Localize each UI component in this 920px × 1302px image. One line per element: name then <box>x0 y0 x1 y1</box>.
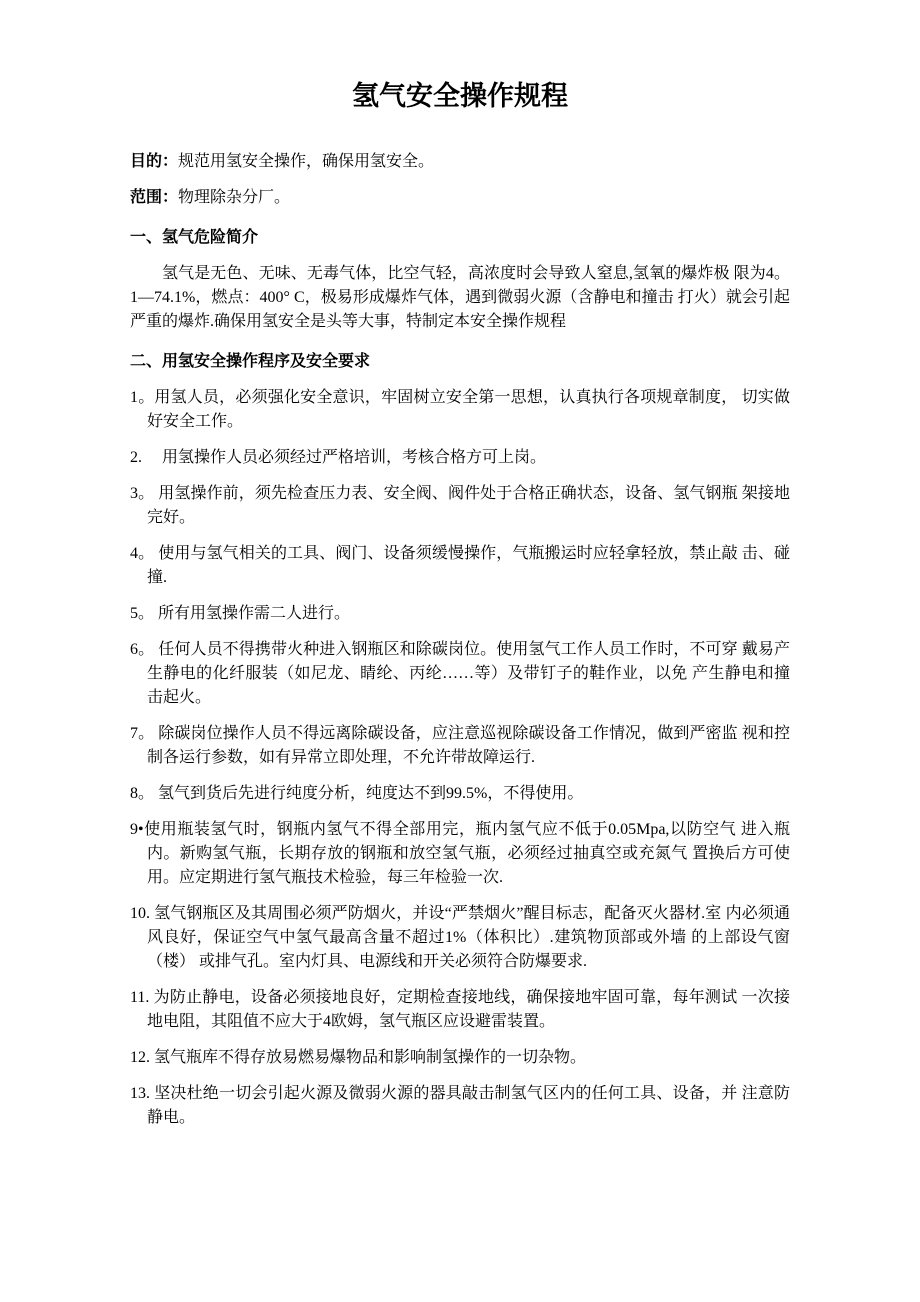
list-item-text: 除碳岗位操作人员不得远离除碳设备，应注意巡视除碳设备工作情况，做到严密监 视和控制各运行参数，如有异常立即处理，不允许带故障运行. <box>147 725 790 766</box>
list-item-text: 所有用氢操作需二人进行。 <box>158 605 351 622</box>
list-item-text: 为防止静电，设备必须接地良好，定期检查接地线，确保接地牢固可靠，每年测试 一次接地电阻，其阻值不应大于4欧姆，氢气瓶区应设避雷装置。 <box>147 989 790 1030</box>
list-item-text: 坚决杜绝一切会引起火源及微弱火源的器具敲击制氢气区内的任何工具、设备，并 注意防静电。 <box>147 1085 790 1126</box>
list-item <box>130 782 790 806</box>
list-item <box>130 542 790 590</box>
list-item <box>130 902 794 974</box>
list-item-marker: 4。 <box>130 545 159 562</box>
list-item <box>130 818 790 890</box>
procedure-list <box>130 386 794 1130</box>
list-item-marker: 5。 <box>130 605 159 622</box>
list-item <box>130 482 790 530</box>
scope-line <box>130 186 790 210</box>
list-item-text: 任何人员不得携带火种进入钢瓶区和除碳岗位。使用氢气工作人员工作时，不可穿 戴易产生静电的化纤服装（如尼龙、睛纶、丙纶……等）及带钉子的鞋作业，以免 产生静电和撞击起火。 <box>147 641 790 706</box>
list-item-text: 氢气瓶库不得存放易燃易爆物品和影响制氢操作的一切杂物。 <box>154 1049 587 1066</box>
purpose-text: 规范用氢安全操作，确保用氢安全。 <box>178 153 435 170</box>
list-item-text: 用氢操作人员必须经过严格培训，考核合格方可上岗。 <box>162 449 547 466</box>
list-item-marker: 11. <box>130 989 154 1006</box>
list-item-marker: 1。 <box>130 389 155 406</box>
list-item-text: 氢气到货后先进行纯度分析，纯度达不到99.5%，不得使用。 <box>158 785 584 802</box>
scope-text: 物理除杂分厂。 <box>178 189 291 206</box>
list-item <box>130 638 790 710</box>
list-item-marker: 2. <box>130 449 163 466</box>
list-item-marker: 3。 <box>130 485 159 502</box>
list-item-text: 氢气钢瓶区及其周围必须严防烟火，并设“严禁烟火”醒目标志，配备灭火器材.室 内必须通风良好，保证空气中氢气最高含量不超过1%（体积比）.建筑物顶部或外墙 的上部设气窗 （楼） 或排气孔。室内灯具、电源线和开关必须符合防爆要求. <box>147 905 794 970</box>
list-item-marker: 8。 <box>130 785 159 802</box>
list-item-text: 用氢操作前，须先检查压力表、安全阀、阀件处于合格正确状态，设备、氢气钢瓶 架接地完好。 <box>147 485 790 526</box>
list-item-marker: 13. <box>130 1085 155 1102</box>
list-item <box>130 602 790 626</box>
section-1-paragraph: 氢气是无色、无味、无毒气体，比空气轻，高浓度时会导致人窒息,氢氧的爆炸极 限为4。1—74.1%，燃点：400° C，极易形成爆炸气体，遇到微弱火源（含静电和撞击 打火）就会引起严重的爆炸.确保用氢安全是头等大事，特制定本安全操作规程 <box>130 265 790 330</box>
list-item-marker: 9• <box>130 821 144 838</box>
section-1-heading: 一、氢气危险简介 <box>130 229 259 246</box>
purpose-line <box>130 150 790 174</box>
list-item-marker: 12. <box>130 1049 154 1066</box>
list-item-text: 使用瓶装氢气时，钢瓶内氢气不得全部用完，瓶内氢气应不低于0.05Mpa,以防空气 进入瓶内。新购氢气瓶，长期存放的钢瓶和放空氢气瓶，必须经过抽真空或充氮气 置换后方可使用。应定期进行氢气瓶技术检验，每三年检验一次. <box>143 821 790 886</box>
scope-label: 范围： <box>130 189 179 206</box>
section-2-heading: 二、用氢安全操作程序及安全要求 <box>130 353 371 370</box>
list-item <box>130 446 790 470</box>
doc-title: 氢气安全操作规程 <box>352 81 568 111</box>
list-item <box>130 386 790 434</box>
list-item-marker: 6。 <box>130 641 159 658</box>
purpose-label: 目的： <box>130 153 179 170</box>
list-item <box>130 1046 790 1070</box>
list-item-text: 使用与氢气相关的工具、阀门、设备须缓慢操作，气瓶搬运时应轻拿轻放，禁止敲 击、碰撞. <box>147 545 790 586</box>
list-item-text: 用氢人员，必须强化安全意识，牢固树立安全第一思想，认真执行各项规章制度， 切实做好安全工作。 <box>147 389 790 430</box>
list-item <box>130 986 790 1034</box>
list-item <box>130 1082 790 1130</box>
list-item <box>130 722 790 770</box>
list-item-marker: 7。 <box>130 725 159 742</box>
list-item-marker: 10. <box>130 905 155 922</box>
